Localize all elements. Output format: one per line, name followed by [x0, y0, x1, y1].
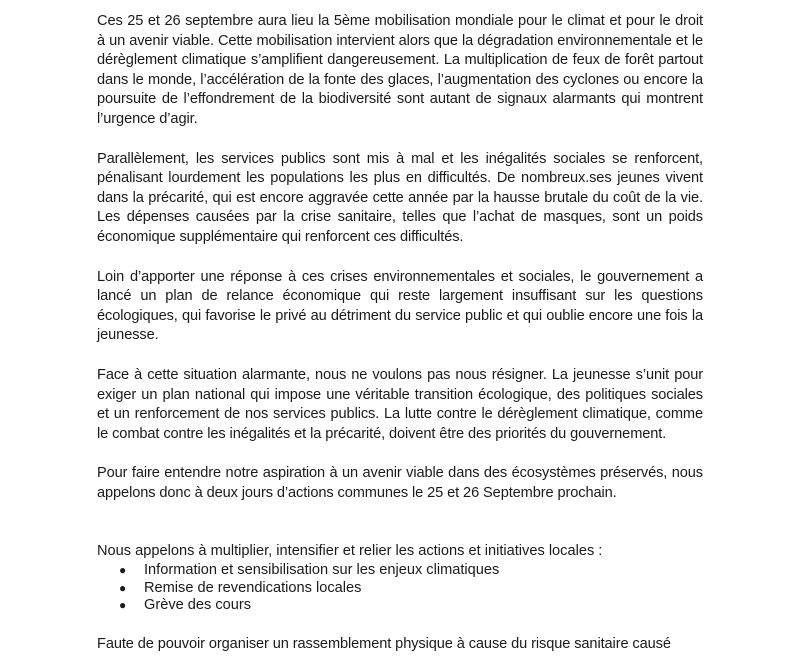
paragraph-government-response: Loin d’apporter une réponse à ces crises environnementales et sociales, le gouvernement a lancé un plan de relance économique qui reste largement insuffisant sur les questions écologiques, qui favorise le privé au détriment du service public et qui oublie encore une fois la jeunesse. — [97, 268, 703, 344]
list-item-text: Grève des cours — [144, 597, 252, 614]
paragraph-cutoff-container — [97, 635, 703, 657]
list-item-text: Information et sensibilisation sur les enjeux climatiques — [144, 562, 500, 579]
bullet-icon: ● — [119, 580, 127, 595]
actions-list — [97, 562, 703, 615]
document-page — [97, 12, 703, 657]
list-item-text: Remise de revendications locales — [144, 579, 362, 596]
bullet-icon: ● — [119, 598, 127, 613]
paragraph-call-to-action: Pour faire entendre notre aspiration à un avenir viable dans des écosystèmes préservés, nous appelons donc à deux jours d’actions communes le 25 et 26 Septembre prochain. — [97, 465, 703, 501]
bullet-icon: ● — [119, 563, 127, 578]
paragraph-youth-demands: Face à cette situation alarmante, nous ne voulons pas nous résigner. La jeunesse s’unit pour exiger un plan national qui impose une véritable transition écologique, des politiques sociales et un renforcement de nos services publics. La lutte contre le dérèglement climatique, comme le combat contre les inégalités et la précarité, doivent être des priorités du gouvernement. — [97, 366, 703, 442]
paragraph-climate-mobilisation: Ces 25 et 26 septembre aura lieu la 5ème mobilisation mondiale pour le climat et pour le droit à un avenir viable. Cette mobilisation intervient alors que la dégradation environnementale et le dérèglement climatique s’amplifient dangereusement. La multiplication de feux de forêt partout dans le monde, l’accélération de la fonte des glaces, l’augmentation des cyclones ou encore la poursuite de l’effondrement de la biodiversité sont autant de signaux alarmants qui montrent l’urgence d’agir. — [97, 13, 703, 127]
paragraph-public-services: Parallèlement, les services publics sont mis à mal et les inégalités sociales se renforcent, pénalisant lourdement les populations les plus en difficultés. De nombreux.ses jeunes vivent dans la précarité, qui est encore aggravée cette année par la hausse brutale du coût de la vie. Les dépenses causées par la crise sanitaire, telles que l’achat de masques, sont un poids économique supplémentaire qui renforcent ces difficultés. — [97, 150, 703, 245]
list-intro: Nous appelons à multiplier, intensifier et relier les actions et initiatives locales : — [97, 543, 603, 560]
paragraph-sanitary-risk: Faute de pouvoir organiser un rassemblement physique à cause du risque sanitaire causé — [97, 635, 671, 652]
list-item — [97, 562, 703, 580]
list-item — [97, 580, 703, 598]
